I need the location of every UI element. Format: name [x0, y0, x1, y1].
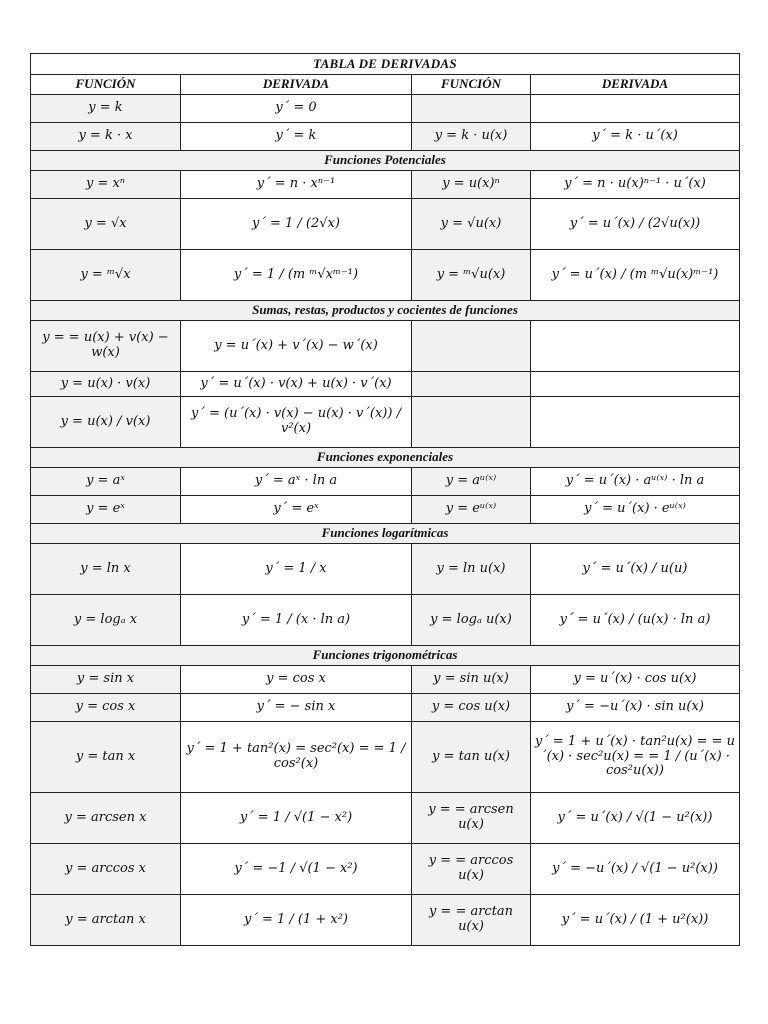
composite-derivative-cell: y´ = k · u´(x) [531, 123, 740, 151]
composite-function-cell: y = u(x)ⁿ [412, 171, 531, 199]
derivative-cell: y´ = 1 / x [181, 544, 412, 595]
derivative-cell: y´ = 1 / (m ᵐ√xᵐ⁻¹) [181, 250, 412, 301]
composite-derivative-cell [531, 372, 740, 397]
function-cell: y = arcsen x [31, 793, 181, 844]
section-label: Funciones trigonométricas [31, 646, 740, 666]
composite-derivative-cell: y´ = u´(x) / (u(x) · ln a) [531, 595, 740, 646]
derivative-cell: y´ = 1 / √(1 − x²) [181, 793, 412, 844]
column-header-derivative: DERIVADA [181, 75, 412, 95]
derivative-cell: y´ = n · xⁿ⁻¹ [181, 171, 412, 199]
function-cell: y = arctan x [31, 895, 181, 946]
composite-function-cell [412, 397, 531, 448]
function-cell: y = logₐ x [31, 595, 181, 646]
derivative-cell: y = cos x [181, 666, 412, 694]
composite-function-cell: y = = arctan u(x) [412, 895, 531, 946]
composite-function-cell: y = ln u(x) [412, 544, 531, 595]
page-title: TABLA DE DERIVADAS [31, 54, 740, 75]
composite-function-cell: y = k · u(x) [412, 123, 531, 151]
section-header-row [31, 151, 740, 171]
derivative-cell: y´ = aˣ · ln a [181, 468, 412, 496]
table-row [31, 372, 740, 397]
function-cell: y = k · x [31, 123, 181, 151]
composite-function-cell [412, 95, 531, 123]
derivative-cell: y´ = −1 / √(1 − x²) [181, 844, 412, 895]
composite-derivative-cell: y´ = u´(x) / √(1 − u²(x)) [531, 793, 740, 844]
derivative-cell: y´ = 1 / (2√x) [181, 199, 412, 250]
table-row [31, 496, 740, 524]
composite-derivative-cell [531, 397, 740, 448]
table-row [31, 595, 740, 646]
derivative-cell: y´ = k [181, 123, 412, 151]
composite-derivative-cell: y´ = −u´(x) / √(1 − u²(x)) [531, 844, 740, 895]
table-row [31, 895, 740, 946]
derivative-cell: y´ = − sin x [181, 694, 412, 722]
composite-function-cell: y = ᵐ√u(x) [412, 250, 531, 301]
column-header-function: FUNCIÓN [31, 75, 181, 95]
composite-function-cell: y = tan u(x) [412, 722, 531, 793]
derivative-cell: y´ = u´(x) · v(x) + u(x) · v´(x) [181, 372, 412, 397]
table-row [31, 468, 740, 496]
function-cell: y = √x [31, 199, 181, 250]
composite-function-cell: y = √u(x) [412, 199, 531, 250]
composite-derivative-cell: y´ = u´(x) · eᵘ⁽ˣ⁾ [531, 496, 740, 524]
composite-function-cell: y = eᵘ⁽ˣ⁾ [412, 496, 531, 524]
table-row [31, 666, 740, 694]
composite-derivative-cell: y´ = u´(x) · aᵘ⁽ˣ⁾ · ln a [531, 468, 740, 496]
function-cell: y = eˣ [31, 496, 181, 524]
function-cell: y = ᵐ√x [31, 250, 181, 301]
derivative-cell: y´ = 1 / (1 + x²) [181, 895, 412, 946]
table-row [31, 793, 740, 844]
function-cell: y = u(x) / v(x) [31, 397, 181, 448]
section-label: Funciones logarítmicas [31, 524, 740, 544]
table-row [31, 250, 740, 301]
section-label: Funciones exponenciales [31, 448, 740, 468]
function-cell: y = xⁿ [31, 171, 181, 199]
function-cell: y = k [31, 95, 181, 123]
derivative-cell: y´ = (u´(x) · v(x) − u(x) · v´(x)) / v²(x) [181, 397, 412, 448]
composite-derivative-cell: y´ = u´(x) / u(u) [531, 544, 740, 595]
function-cell: y = arccos x [31, 844, 181, 895]
derivative-cell: y´ = 1 + tan²(x) = sec²(x) = = 1 / cos²(x) [181, 722, 412, 793]
table-row [31, 722, 740, 793]
composite-function-cell: y = = arccos u(x) [412, 844, 531, 895]
derivative-cell: y´ = 1 / (x · ln a) [181, 595, 412, 646]
section-label: Funciones Potenciales [31, 151, 740, 171]
table-row [31, 844, 740, 895]
derivatives-table [30, 53, 740, 946]
composite-function-cell: y = logₐ u(x) [412, 595, 531, 646]
table-row [31, 694, 740, 722]
function-cell: y = = u(x) + v(x) − w(x) [31, 321, 181, 372]
function-cell: y = ln x [31, 544, 181, 595]
composite-derivative-cell: y´ = u´(x) / (m ᵐ√u(x)ᵐ⁻¹) [531, 250, 740, 301]
composite-derivative-cell: y´ = −u´(x) · sin u(x) [531, 694, 740, 722]
composite-function-cell: y = aᵘ⁽ˣ⁾ [412, 468, 531, 496]
composite-function-cell [412, 372, 531, 397]
derivative-cell: y´ = eˣ [181, 496, 412, 524]
section-header-row [31, 301, 740, 321]
table-row [31, 544, 740, 595]
composite-derivative-cell [531, 321, 740, 372]
column-header-derivative-composite: DERIVADA [531, 75, 740, 95]
table-row [31, 95, 740, 123]
function-cell: y = aˣ [31, 468, 181, 496]
table-body [31, 95, 740, 946]
section-header-row [31, 448, 740, 468]
table-row [31, 397, 740, 448]
table-row [31, 123, 740, 151]
composite-function-cell: y = cos u(x) [412, 694, 531, 722]
function-cell: y = u(x) · v(x) [31, 372, 181, 397]
table-row [31, 171, 740, 199]
function-cell: y = tan x [31, 722, 181, 793]
function-cell: y = sin x [31, 666, 181, 694]
derivative-cell: y´ = 0 [181, 95, 412, 123]
section-header-row [31, 524, 740, 544]
table-row [31, 199, 740, 250]
composite-function-cell: y = = arcsen u(x) [412, 793, 531, 844]
composite-function-cell: y = sin u(x) [412, 666, 531, 694]
composite-derivative-cell: y = u´(x) · cos u(x) [531, 666, 740, 694]
section-header-row [31, 646, 740, 666]
composite-function-cell [412, 321, 531, 372]
composite-derivative-cell: y´ = 1 + u´(x) · tan²u(x) = = u´(x) · sec²u(x) = = 1 / (u´(x) · cos²u(x)) [531, 722, 740, 793]
table-row [31, 321, 740, 372]
composite-derivative-cell: y´ = n · u(x)ⁿ⁻¹ · u´(x) [531, 171, 740, 199]
composite-derivative-cell [531, 95, 740, 123]
column-header-function-composite: FUNCIÓN [412, 75, 531, 95]
derivative-cell: y = u´(x) + v´(x) − w´(x) [181, 321, 412, 372]
composite-derivative-cell: y´ = u´(x) / (1 + u²(x)) [531, 895, 740, 946]
function-cell: y = cos x [31, 694, 181, 722]
composite-derivative-cell: y´ = u´(x) / (2√u(x)) [531, 199, 740, 250]
section-label: Sumas, restas, productos y cocientes de funciones [31, 301, 740, 321]
